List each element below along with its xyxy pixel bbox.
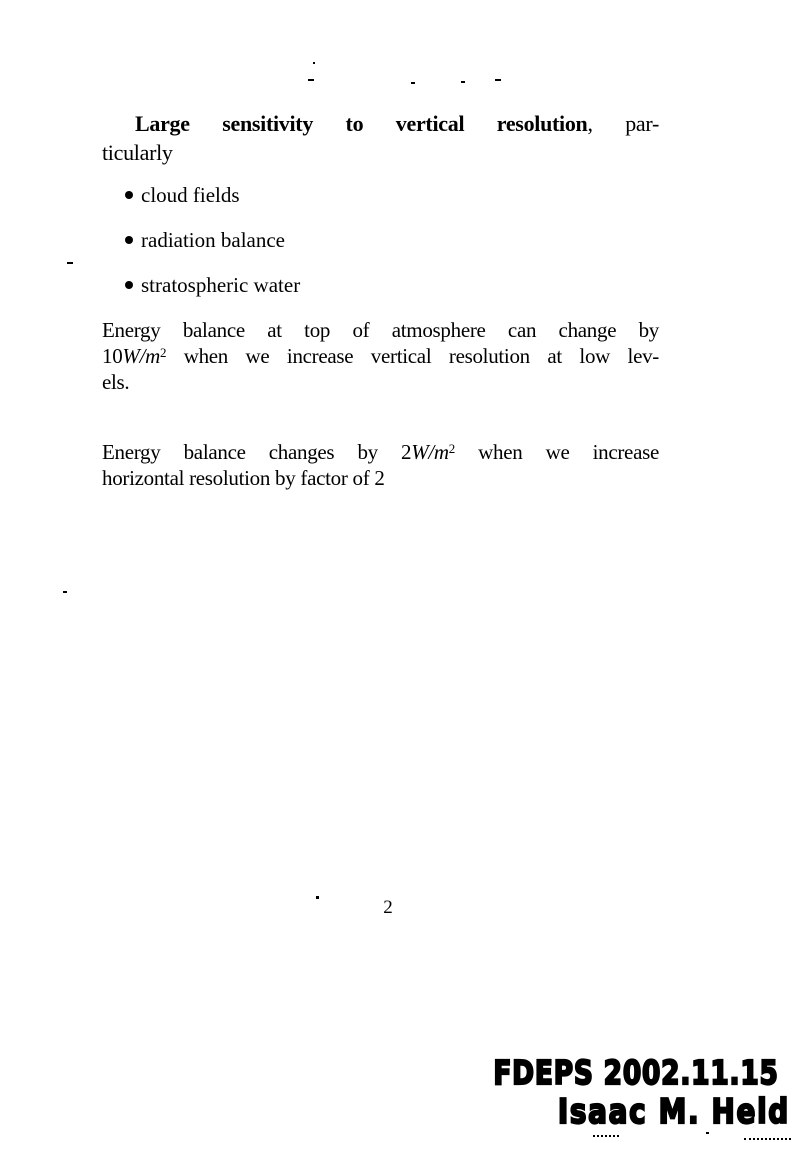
- math-exponent: 2: [160, 344, 167, 360]
- bullet-icon: [125, 236, 133, 244]
- bullet-icon: [125, 191, 133, 199]
- math-expression: W/m: [411, 440, 449, 464]
- scan-speck: [316, 896, 319, 899]
- heading-suffix: , par-: [587, 111, 659, 136]
- ink-dots: [744, 1138, 791, 1140]
- scan-speck: [461, 81, 465, 83]
- scan-speck: [313, 62, 315, 64]
- para-line: els.: [102, 370, 130, 394]
- bullet-label: cloud fields: [141, 183, 240, 207]
- para-text: when we increase vertical resolution at low lev-: [166, 344, 659, 368]
- para-line: Energy balance at top of atmosphere can change by: [102, 318, 659, 342]
- heading-line-2: ticularly: [102, 140, 173, 165]
- bullet-icon: [125, 281, 133, 289]
- list-item: [125, 227, 625, 253]
- paragraph-vertical-resolution: [102, 317, 659, 395]
- scan-speck: [63, 591, 67, 593]
- math-expression: W/m: [122, 344, 160, 368]
- list-item: [125, 272, 625, 298]
- scan-speck: [67, 262, 73, 264]
- bullet-list: [125, 182, 625, 317]
- bullet-label: stratospheric water: [141, 273, 301, 297]
- scan-speck: [308, 79, 314, 81]
- para-text: when we increase: [455, 440, 659, 464]
- para-line: [102, 343, 659, 369]
- para-text: Energy balance changes by 2: [102, 440, 412, 464]
- ink-dot: [706, 1132, 709, 1134]
- math-exponent: 2: [448, 440, 455, 456]
- heading-line-1: [102, 109, 659, 138]
- ink-dots: [593, 1135, 619, 1137]
- handwritten-date: FDEPS 2002.11.15: [493, 1053, 779, 1092]
- para-line: horizontal resolution by factor of 2: [102, 466, 385, 490]
- scan-speck: [411, 82, 415, 84]
- list-item: [125, 182, 625, 208]
- scan-speck: [495, 79, 501, 81]
- paragraph-horizontal-resolution: [102, 439, 659, 491]
- bullet-label: radiation balance: [141, 228, 286, 252]
- para-line: [102, 439, 659, 465]
- page-number: 2: [383, 897, 393, 918]
- math-number: 10: [102, 344, 123, 368]
- heading: [102, 109, 659, 167]
- heading-bold-text: Large sensitivity to vertical resolution: [135, 111, 588, 136]
- handwritten-signature: Isaac M. Held: [558, 1092, 790, 1132]
